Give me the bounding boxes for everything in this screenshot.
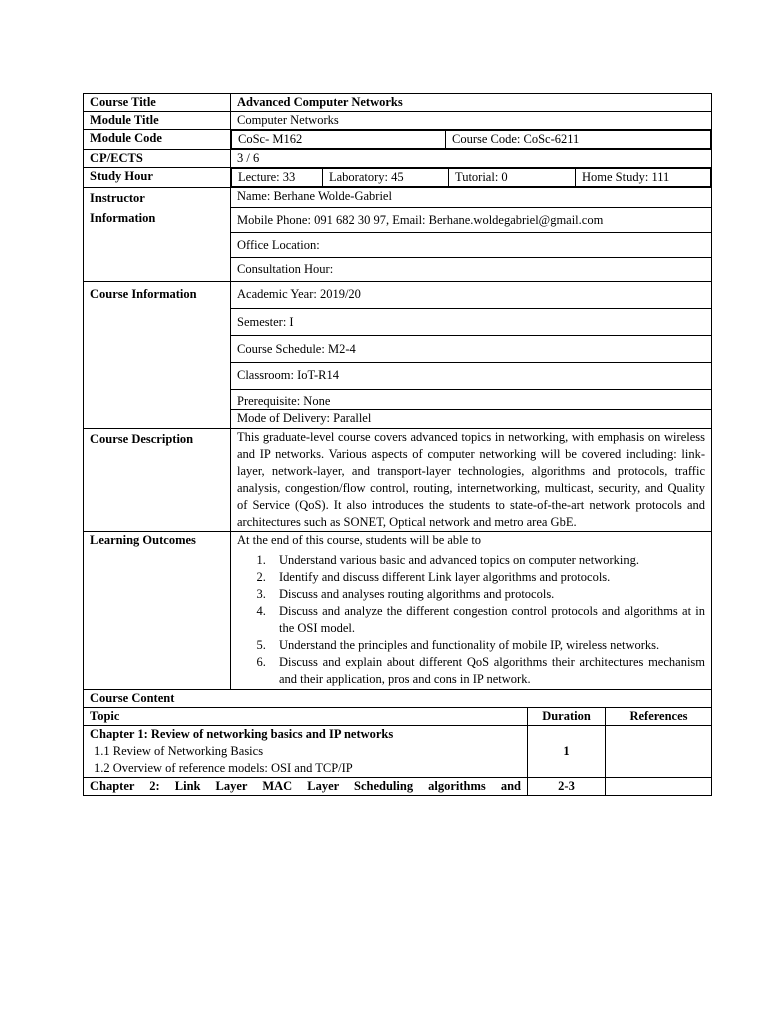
content-header-row: [84, 708, 712, 726]
office-location: Office Location:: [231, 233, 711, 258]
row-study-hour: [84, 168, 712, 188]
row-module-code: [84, 130, 712, 150]
row-course-information: [84, 282, 712, 429]
module-title-value: Computer Networks: [231, 112, 712, 130]
chapter-1-sub-2: 1.2 Overview of reference models: OSI and TCP/IP: [94, 761, 353, 775]
study-hour-label: Study Hour: [84, 168, 231, 188]
chapter-1-sub-1: 1.1 Review of Networking Basics: [94, 744, 264, 758]
row-course-title: [84, 94, 712, 112]
course-content-label: Course Content: [84, 690, 712, 708]
course-title-label: Course Title: [84, 94, 231, 112]
list-item: 3. Discuss and analyses routing algorithms and protocols.: [269, 586, 705, 603]
chapter-2-duration: 2-3: [528, 778, 606, 796]
cp-ects-label: CP/ECTS: [84, 150, 231, 168]
instructor-name: Name: Berhane Wolde-Gabriel: [231, 188, 711, 208]
learning-outcomes-label: Learning Outcomes: [84, 532, 231, 690]
module-code-value: CoSc- M162: [232, 131, 446, 149]
row-cp-ects: [84, 150, 712, 168]
learning-outcomes-intro: At the end of this course, students will be able to: [237, 533, 482, 547]
list-item: 6. Discuss and explain about different QoS algorithms their architectures mechanism and their application, pros and cons in IP network.: [269, 654, 705, 688]
table-row: [84, 726, 712, 778]
instructor-contact: Mobile Phone: 091 682 30 97, Email: Berhane.woldegabriel@gmail.com: [231, 208, 711, 233]
row-course-content: [84, 690, 712, 708]
course-description-text: This graduate-level course covers advanced topics in networking, with emphasis on wireless and IP networks. Various aspects of computer networking will be covered including: link-layer, network-layer, and transport-layer technologies, algorithms and protocols, traffic analysis, congestion/flow control, routing, internetworking, multicast, security, and Quality of Service (QoS). It also introduces the students to state-of-the-art network protocols and architectures such as SONET, Optical network and metro area GbE.: [231, 429, 712, 532]
learning-outcomes-list: [237, 552, 705, 688]
list-item: 4. Discuss and analyze the different congestion control protocols and algorithms at in the OSI model.: [269, 603, 705, 637]
course-information-label: Course Information: [84, 282, 231, 429]
cp-ects-value: 3 / 6: [231, 150, 712, 168]
list-item: 5. Understand the principles and functionality of mobile IP, wireless networks.: [269, 637, 705, 654]
chapter-1-references: [606, 726, 712, 778]
references-header: References: [606, 708, 712, 726]
module-title-label: Module Title: [84, 112, 231, 130]
course-description-label: Course Description: [84, 429, 231, 532]
semester: Semester: I: [231, 309, 711, 336]
classroom: Classroom: IoT-R14: [231, 363, 711, 390]
list-item: 1. Understand various basic and advanced topics on computer networking.: [269, 552, 705, 569]
consultation-hour: Consultation Hour:: [237, 262, 334, 276]
tutorial-hours: Tutorial: 0: [449, 169, 576, 187]
row-instructor: [84, 188, 712, 282]
duration-header: Duration: [528, 708, 606, 726]
chapter-2-references: [606, 778, 712, 796]
course-outline-page: [83, 93, 711, 796]
module-code-label: Module Code: [84, 130, 231, 150]
table-row: [84, 778, 712, 796]
list-item: 2. Identify and discuss different Link layer algorithms and protocols.: [269, 569, 705, 586]
chapter-1-title: Chapter 1: Review of networking basics and IP networks: [90, 727, 394, 741]
chapter-2-title: Chapter 2: Link Layer MAC Layer Scheduling algorithms and: [84, 778, 528, 796]
chapter-1-duration: 1: [528, 726, 606, 778]
academic-year: Academic Year: 2019/20: [231, 282, 711, 309]
row-module-title: [84, 112, 712, 130]
lecture-hours: Lecture: 33: [232, 169, 323, 187]
prerequisite: Prerequisite: None: [231, 390, 711, 410]
row-course-description: [84, 429, 712, 532]
course-outline-table: [83, 93, 712, 796]
course-title-value: Advanced Computer Networks: [231, 94, 712, 112]
home-study-hours: Home Study: 111: [576, 169, 711, 187]
topic-header: Topic: [84, 708, 528, 726]
row-learning-outcomes: [84, 532, 712, 690]
laboratory-hours: Laboratory: 45: [323, 169, 449, 187]
instructor-label: Instructor Information: [84, 188, 231, 282]
course-schedule: Course Schedule: M2-4: [231, 336, 711, 363]
mode-of-delivery: Mode of Delivery: Parallel: [237, 411, 372, 425]
course-code-value: Course Code: CoSc-6211: [446, 131, 711, 149]
